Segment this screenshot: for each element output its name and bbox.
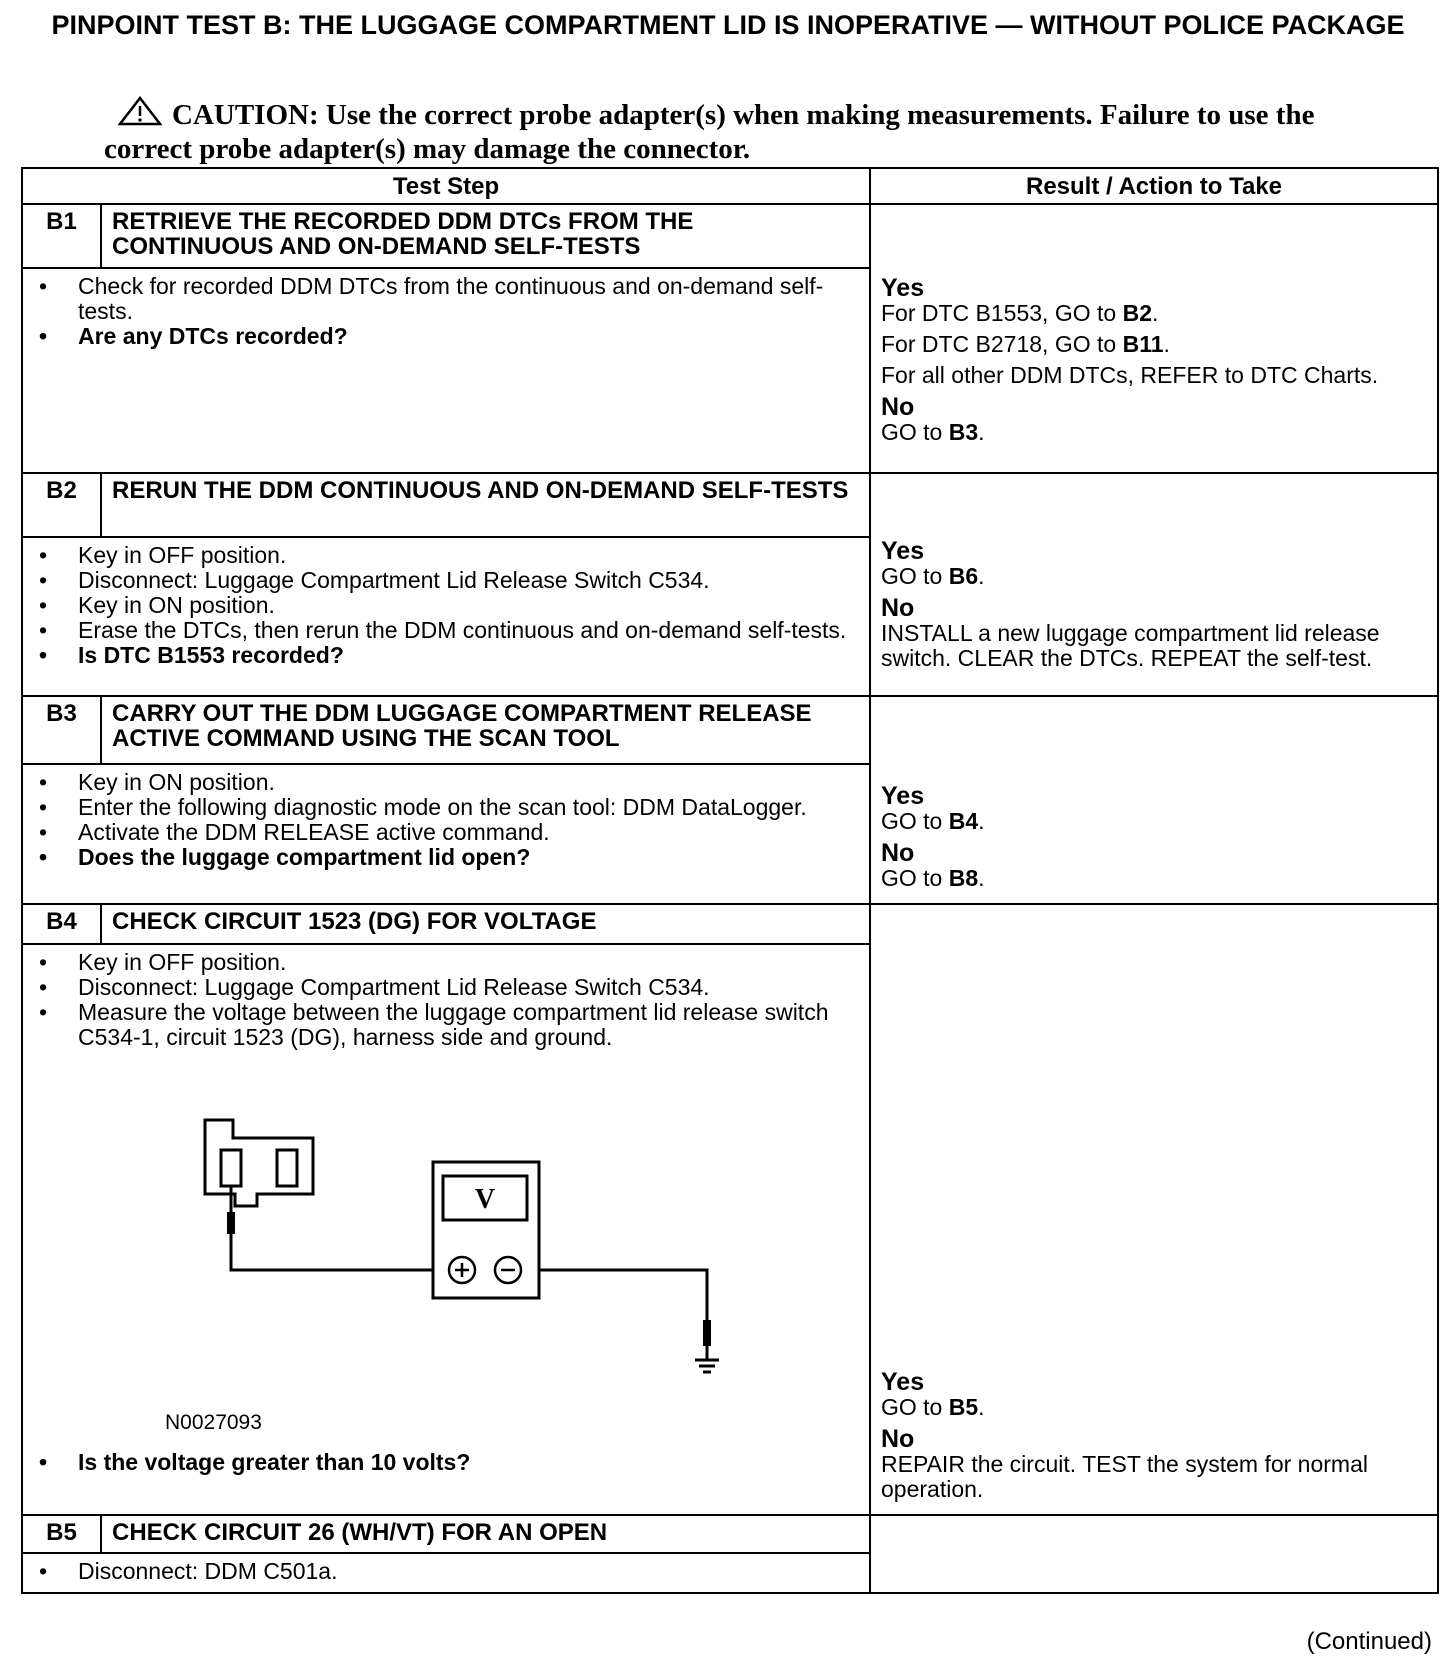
list-item: • Activate the DDM RELEASE active command. — [33, 820, 859, 845]
step-b1-list — [33, 274, 859, 349]
step-b4-no: No — [881, 1425, 915, 1453]
step-b2-heading-row — [22, 473, 1438, 537]
probe-tip-positive — [227, 1212, 235, 1234]
step-b2-yes: Yes — [881, 537, 925, 565]
list-item: • Key in OFF position. — [33, 950, 859, 975]
caution-note — [104, 96, 1364, 165]
step-b4-yes-action: GO to B5. — [881, 1394, 985, 1420]
step-b4-body — [22, 944, 870, 1515]
step-b3-yes: Yes — [881, 782, 925, 810]
step-b4-question: • Is the voltage greater than 10 volts? — [33, 1450, 859, 1475]
pinpoint-test-table — [21, 167, 1439, 1594]
step-b2-body — [22, 537, 870, 696]
step-b5-heading-row — [22, 1515, 1438, 1553]
connector-pin-1 — [221, 1150, 241, 1186]
step-b4-heading-row — [22, 904, 1438, 944]
caution-label: CAUTION: — [172, 99, 319, 131]
voltmeter-diagram — [153, 1110, 793, 1400]
step-b4-result — [870, 904, 1438, 1515]
step-b1-question: • Are any DTCs recorded? — [33, 324, 859, 349]
step-b5-body — [22, 1553, 870, 1593]
step-b2-result — [870, 473, 1438, 696]
step-b2-id: B2 — [22, 473, 101, 537]
step-b2-yes-action: GO to B6. — [881, 563, 985, 589]
header-test-step: Test Step — [22, 168, 870, 204]
step-b4-question-list — [33, 1450, 859, 1475]
step-b5-id: B5 — [22, 1515, 101, 1553]
probe-tip-negative — [703, 1320, 711, 1346]
list-item: • Disconnect: Luggage Compartment Lid Release Switch C534. — [33, 975, 859, 1000]
list-item: • Enter the following diagnostic mode on the scan tool: DDM DataLogger. — [33, 795, 859, 820]
list-item: • Measure the voltage between the luggage compartment lid release switch C534-1, circuit 1523 (DG), harness side and ground. — [33, 1000, 859, 1050]
step-b1-id: B1 — [22, 204, 101, 268]
list-item: • Key in ON position. — [33, 770, 859, 795]
step-b1-no-action: GO to B3. — [881, 419, 985, 445]
warning-triangle-icon — [118, 96, 162, 133]
step-b1-yes-action-1: For DTC B1553, GO to B2. — [881, 300, 1159, 326]
voltage-measurement-figure — [33, 1050, 859, 1450]
list-item: • Check for recorded DDM DTCs from the continuous and on-demand self-tests. — [33, 274, 859, 324]
step-b1-result — [870, 204, 1438, 473]
step-b3-list — [33, 770, 859, 870]
step-b4-id: B4 — [22, 904, 101, 944]
step-b3-id: B3 — [22, 696, 101, 764]
voltmeter-body — [433, 1162, 539, 1298]
step-b2-list — [33, 543, 859, 668]
step-b2-heading: RERUN THE DDM CONTINUOUS AND ON-DEMAND SELF-TESTS — [101, 473, 870, 537]
step-b1-yes-action-3: For all other DDM DTCs, REFER to DTC Charts. — [881, 362, 1379, 388]
step-b3-body — [22, 764, 870, 904]
step-b3-result — [870, 696, 1438, 904]
step-b1-no: No — [881, 393, 915, 421]
step-b4-yes: Yes — [881, 1368, 925, 1396]
step-b5-heading: CHECK CIRCUIT 26 (WH/VT) FOR AN OPEN — [101, 1515, 870, 1553]
step-b5-list — [33, 1559, 859, 1584]
header-result-action: Result / Action to Take — [870, 168, 1438, 204]
step-b2-no-action: INSTALL a new luggage compartment lid release switch. CLEAR the DTCs. REPEAT the self-test. — [881, 620, 1380, 671]
list-item: • Key in ON position. — [33, 593, 859, 618]
list-item: • Disconnect: DDM C501a. — [33, 1559, 859, 1584]
step-b1-heading: RETRIEVE THE RECORDED DDM DTCs FROM THE CONTINUOUS AND ON-DEMAND SELF-TESTS — [101, 204, 870, 268]
step-b3-no-action: GO to B8. — [881, 865, 985, 891]
list-item: • Erase the DTCs, then rerun the DDM continuous and on-demand self-tests. — [33, 618, 859, 643]
step-b5-result — [870, 1515, 1438, 1593]
ground-icon — [695, 1360, 719, 1372]
step-b4-no-action: REPAIR the circuit. TEST the system for normal operation. — [881, 1451, 1368, 1502]
list-item: • Key in OFF position. — [33, 543, 859, 568]
list-item: • Disconnect: Luggage Compartment Lid Release Switch C534. — [33, 568, 859, 593]
connector-pin-2 — [277, 1150, 297, 1186]
step-b3-no: No — [881, 839, 915, 867]
step-b4-heading: CHECK CIRCUIT 1523 (DG) FOR VOLTAGE — [101, 904, 870, 944]
step-b1-yes: Yes — [881, 274, 925, 302]
step-b3-yes-action: GO to B4. — [881, 808, 985, 834]
step-b1-yes-action-2: For DTC B2718, GO to B11. — [881, 331, 1170, 357]
step-b4-list — [33, 950, 859, 1050]
caution-text: Use the correct probe adapter(s) when making measurements. Failure to use the correct probe adapter(s) may damage the connector. — [104, 99, 1315, 165]
table-header-row — [22, 168, 1438, 204]
step-b3-heading: CARRY OUT THE DDM LUGGAGE COMPARTMENT RELEASE ACTIVE COMMAND USING THE SCAN TOOL — [101, 696, 870, 764]
voltmeter-label: V — [474, 1184, 496, 1216]
step-b1-body — [22, 268, 870, 473]
step-b2-question: • Is DTC B1553 recorded? — [33, 643, 859, 668]
step-b3-heading-row — [22, 696, 1438, 764]
step-b3-question: • Does the luggage compartment lid open? — [33, 845, 859, 870]
continued-note: (Continued) — [1306, 1628, 1432, 1655]
step-b1-heading-row — [22, 204, 1438, 268]
page-title: PINPOINT TEST B: THE LUGGAGE COMPARTMENT LID IS INOPERATIVE — WITHOUT POLICE PACKAGE — [51, 10, 1405, 40]
step-b2-no: No — [881, 594, 915, 622]
figure-code: N0027093 — [165, 1411, 262, 1435]
